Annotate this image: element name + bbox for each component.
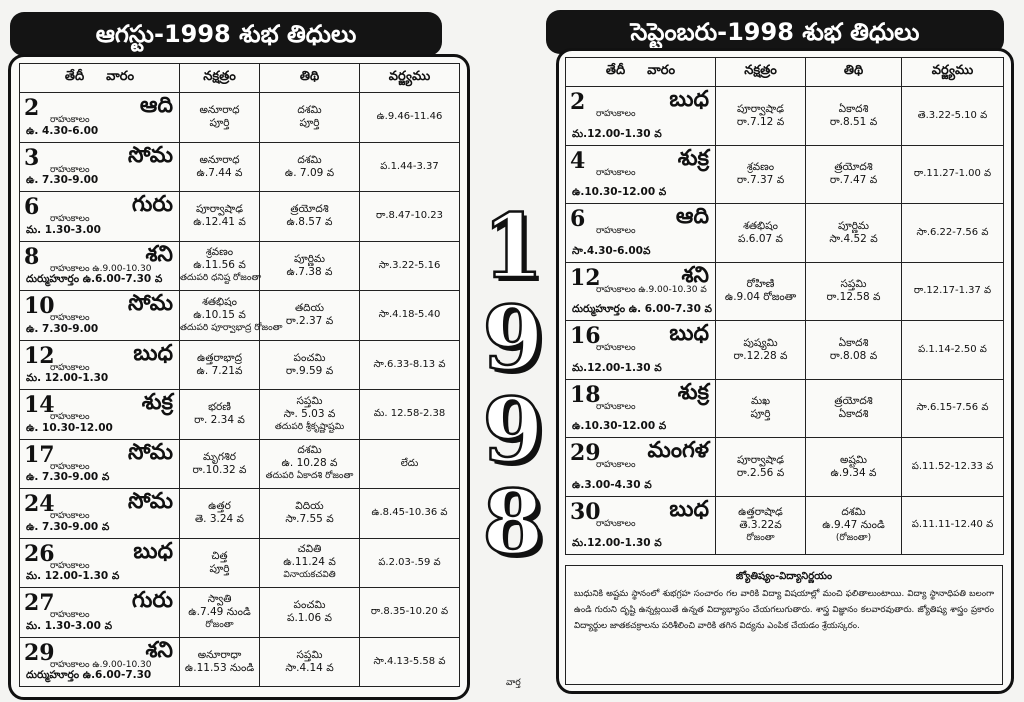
astrology-note: [565, 565, 1003, 685]
nakshatra-cell: [716, 145, 806, 204]
nakshatra-cell: [180, 93, 260, 143]
nakshatra-cell-line: ఉ. 7.21వ: [196, 364, 243, 377]
date-number: 12: [570, 264, 601, 291]
rahukalam-label: రాహుకాలం: [596, 167, 636, 178]
date-number: 26: [24, 540, 55, 567]
date-cell: [566, 262, 716, 321]
nakshatra-cell-line: ఉత్తరాషాఢ: [738, 505, 783, 518]
table-row: [20, 192, 460, 242]
rahukalam-time: దుర్ముహూర్తం ఉ. 6.00-7.30 వ: [572, 303, 713, 315]
weekday-name: ఆది: [139, 93, 173, 118]
weekday-name: శుక్ర: [677, 379, 709, 405]
tithi-cell: [260, 93, 360, 143]
rahukalam-time: మ. 12.00-1.30: [26, 372, 109, 384]
nakshatra-cell-line: తదుపరి పూర్వాభాద్ర రోజంతా: [180, 322, 283, 333]
tithi-cell: [806, 87, 902, 146]
year-1998: [478, 194, 548, 574]
tithi-cell-line: రా.12.58 వ: [826, 291, 881, 304]
nakshatra-cell-line: రా.12.28 వ: [733, 349, 788, 362]
date-cell: [20, 588, 180, 638]
weekday-name: బుధ: [669, 321, 709, 346]
nakshatra-cell-line: మృగశిర: [202, 450, 237, 463]
nakshatra-cell: [716, 496, 806, 555]
nakshatra-cell-line: మఖ: [750, 395, 771, 408]
tithi-cell-line: ఏకాదశి: [838, 408, 869, 421]
tithi-cell: [260, 588, 360, 638]
rahukalam-label: రాహుకాలం: [596, 518, 636, 529]
nakshatra-cell: [180, 588, 260, 638]
weekday-name: శని: [145, 241, 173, 267]
september-header-row: [566, 58, 1004, 87]
date-cell: [566, 321, 716, 380]
date-cell: [20, 192, 180, 242]
nakshatra-cell-line: తె.3.22వ: [739, 518, 782, 531]
varjyam-cell: సా.6.15-7.56 వ: [902, 379, 1004, 438]
tithi-cell-line: విదియ: [295, 500, 324, 513]
table-row: [566, 379, 1004, 438]
weekday-name: గురు: [131, 192, 173, 217]
tithi-cell: [260, 192, 360, 242]
tithi-cell-line: దశమి: [841, 505, 866, 518]
year-digit: 8: [482, 470, 544, 574]
weekday-name: బుధ: [133, 340, 173, 366]
tithi-cell-line: పంచమి: [293, 351, 326, 364]
nakshatra-cell-line: శతభిషం: [202, 295, 237, 308]
table-row: [20, 538, 460, 588]
varjyam-cell: సా.3.22-5.16: [360, 241, 460, 291]
rahukalam-label: రాహుకాలం: [50, 560, 90, 571]
weekday-name: సోమ: [128, 439, 173, 465]
date-cell: [566, 204, 716, 263]
rahukalam-time: మ. 1.30-3.00: [26, 223, 101, 236]
date-cell: [20, 489, 180, 539]
nakshatra-cell-line: అనూరాధా: [197, 648, 242, 661]
date-cell: [20, 637, 180, 687]
rahukalam-time: ఉ.10.30-12.00 వ: [572, 186, 667, 198]
rahukalam-time: మ.12.00-1.30 వ: [572, 537, 662, 549]
date-cell: [20, 538, 180, 588]
header-date-weekday: తేదీ వారం: [566, 58, 716, 87]
tithi-cell-line: ఉ. 7.09 వ: [284, 166, 335, 179]
date-number: 17: [24, 441, 55, 468]
weekday-name: బుధ: [669, 496, 709, 522]
varjyam-cell: రా.11.27-1.00 వ: [902, 145, 1004, 204]
nakshatra-cell-line: ఉత్తరాభాద్ర: [196, 351, 243, 364]
rahukalam-label: రాహుకాలం: [596, 109, 636, 119]
year-digit: 9: [482, 378, 544, 482]
tithi-cell-line: దశమి: [297, 104, 322, 117]
header-date-weekday: తేదీ వారం: [20, 64, 180, 93]
date-cell: [20, 142, 180, 192]
varjyam-cell: మ. 12.58-2.38: [360, 390, 460, 440]
tithi-cell-line: సా. 5.03 వ: [283, 407, 336, 420]
nakshatra-cell-line: ఉ.10.15 వ: [193, 308, 246, 321]
tithi-cell: [260, 390, 360, 440]
table-row: [20, 93, 460, 143]
header-varjyam: వర్జ్యము: [360, 64, 460, 93]
nakshatra-cell-line: తదుపరి ధనిష్ట రోజంతా: [180, 273, 262, 284]
date-cell: [566, 145, 716, 204]
date-cell: [566, 496, 716, 555]
date-cell: [20, 291, 180, 341]
nakshatra-cell: [716, 87, 806, 146]
tithi-cell: [806, 145, 902, 204]
tithi-cell: [806, 321, 902, 380]
tithi-cell-line: (రోజంతా): [835, 532, 872, 543]
date-cell: [20, 340, 180, 390]
nakshatra-cell-line: రోహిణి: [746, 278, 775, 291]
nakshatra-cell-line: భరణి: [208, 401, 231, 414]
varjyam-cell: లేదు: [360, 439, 460, 489]
nakshatra-cell-line: పూర్తి: [750, 408, 771, 421]
september-table: [565, 57, 1004, 555]
rahukalam-label: రాహుకాలం ఉ.9.00-10.30: [50, 659, 152, 670]
tithi-cell-line: వినాయకచవితి: [283, 570, 336, 581]
rahukalam-time: ఉ. 4.30-6.00: [26, 124, 99, 137]
tithi-cell-line: సప్తమి: [840, 278, 867, 291]
date-number: 18: [570, 381, 601, 408]
nakshatra-cell-line: పూర్వాషాఢ: [737, 453, 784, 466]
tithi-cell: [260, 637, 360, 687]
rahukalam-label: రాహుకాలం: [50, 313, 90, 323]
rahukalam-time: మ.12.00-1.30 వ: [572, 127, 662, 140]
table-row: [20, 340, 460, 390]
rahukalam-time: సా.4.30-6.00వ: [572, 244, 651, 257]
nakshatra-cell-line: రా.2.56 వ: [736, 466, 785, 479]
rahukalam-time: దుర్ముహూర్తం ఉ.6.00-7.30 వ: [26, 273, 163, 285]
nakshatra-cell-line: పుష్యమి: [743, 336, 778, 349]
tithi-cell-line: రా.8.08 వ: [829, 349, 878, 362]
header-varjyam: వర్జ్యము: [902, 58, 1004, 87]
august-rows: [20, 93, 460, 687]
tithi-cell-line: రా.8.51 వ: [829, 115, 878, 128]
rahukalam-label: రాహుకాలం: [50, 362, 90, 373]
weekday-name: సోమ: [128, 489, 173, 514]
table-row: [20, 241, 460, 291]
tithi-cell-line: సప్తమి: [296, 394, 323, 407]
nakshatra-cell-line: పూర్వాషాఢ: [196, 203, 243, 216]
nakshatra-cell: [180, 241, 260, 291]
rahukalam-label: రాహుకాలం: [596, 460, 636, 470]
nakshatra-cell-line: ప.6.07 వ: [738, 232, 783, 245]
date-number: 29: [24, 639, 55, 666]
rahukalam-time: మ. 12.00-1.30 వ: [26, 570, 120, 582]
varjyam-cell: తె.3.22-5.10 వ: [902, 87, 1004, 146]
nakshatra-cell: [716, 262, 806, 321]
rahukalam-label: రాహుకాలం ఉ.9.00-10.30: [50, 263, 152, 274]
tithi-cell: [260, 489, 360, 539]
header-nakshatra: నక్షత్రం: [180, 64, 260, 93]
date-number: 24: [24, 491, 55, 517]
table-row: [566, 438, 1004, 497]
nakshatra-cell: [180, 538, 260, 588]
nakshatra-cell: [716, 379, 806, 438]
rahukalam-label: రాహుకాలం: [50, 610, 90, 620]
rahukalam-time: ఉ.10.30-12.00 వ: [572, 420, 667, 432]
nakshatra-cell: [180, 390, 260, 440]
varjyam-cell: ప.11.11-12.40 వ: [902, 496, 1004, 555]
tithi-cell-line: సా.4.14 వ: [285, 661, 334, 674]
nakshatra-cell-line: శ్రవణం: [746, 161, 775, 174]
varjyam-cell: ప.11.52-12.33 వ: [902, 438, 1004, 497]
tithi-cell: [260, 142, 360, 192]
nakshatra-cell-line: రా.7.37 వ: [736, 174, 785, 187]
astrology-note-text: బుధునికి అష్టమ స్థానంలో శుభగ్రహ సంచారం గల వారికి విద్యా విషయాల్లో మంచి ఫలితాలుంటాయి. విద్యా స్థానాధిపతి బలంగా ఉండి గురుని దృష్టి ఉన్నట్లయితే ఉన్నత విద్యాభ్యాసం చేయగలుగుతారు. శాస్త్ర విజ్ఞానం కలవారవుతారు. జ్యోతిష్య శాస్త్రం ప్రకారం విద్యార్థుల జాతకచక్రాలను పరిశీలించి వారికి తగిన విద్యను ఎంపిక చేయడం శ్రేయస్కరం.: [574, 589, 994, 631]
tithi-cell-line: తదుపరి ఏకాదశి రోజంతా: [265, 471, 354, 482]
tithi-cell-line: రా.7.47 వ: [829, 174, 878, 187]
nakshatra-cell-line: ఉత్తర: [208, 500, 231, 513]
rahukalam-time: ఉ.3.00-4.30 వ: [572, 478, 652, 491]
nakshatra-cell-line: రా. 2.34 వ: [194, 414, 245, 427]
tithi-cell-line: త్రయోదశి: [834, 161, 873, 174]
tithi-cell-line: ఉ.11.24 వ: [283, 556, 336, 569]
nakshatra-cell-line: తె. 3.24 వ: [194, 513, 245, 526]
table-row: [20, 390, 460, 440]
rahukalam-time: ఉ. 7.30-9.00 వ: [26, 520, 110, 533]
tithi-cell-line: ఏకాదశి: [838, 102, 869, 115]
tithi-cell-line: ఉ. 10.28 వ: [281, 457, 338, 470]
nakshatra-cell-line: ఉ.7.49 నుండి: [188, 605, 251, 618]
varjyam-cell: ప.2.03-.59 వ: [360, 538, 460, 588]
rahukalam-time: మ.12.00-1.30 వ: [572, 361, 662, 374]
tithi-cell-line: పూర్ణిమ: [837, 219, 870, 232]
weekday-name: శని: [681, 262, 709, 288]
header-tithi: తిథి: [260, 64, 360, 93]
date-number: 29: [570, 440, 601, 466]
rahukalam-label: రాహుకాలం ఉ.9.00-10.30 వ: [596, 284, 707, 295]
date-number: 3: [24, 144, 40, 171]
tithi-cell-line: పూర్ణిమ: [293, 252, 326, 265]
varjyam-cell: రా.8.35-10.20 వ: [360, 588, 460, 638]
tithi-cell: [260, 340, 360, 390]
september-title: సెప్టెంబరు-1998 శుభ తిధులు: [630, 18, 920, 46]
tithi-cell-line: పూర్తి: [299, 117, 320, 130]
tithi-cell-line: పంచమి: [293, 599, 326, 612]
table-row: [20, 291, 460, 341]
varjyam-cell: ఉ.9.46-11.46: [360, 93, 460, 143]
august-panel: [8, 54, 470, 700]
nakshatra-cell-line: ఉ.12.41 వ: [193, 216, 246, 229]
date-number: 16: [570, 323, 601, 349]
nakshatra-cell: [716, 321, 806, 380]
table-row: [566, 204, 1004, 263]
tithi-cell-line: తదియ: [294, 302, 325, 315]
tithi-cell-line: ఉ.7.38 వ: [286, 265, 333, 278]
nakshatra-cell-line: ఉ.9.04 రోజంతా: [724, 291, 797, 304]
tithi-cell: [260, 439, 360, 489]
tithi-cell: [806, 496, 902, 555]
year-digit: 1: [482, 194, 544, 298]
date-cell: [20, 241, 180, 291]
september-rows: [566, 87, 1004, 555]
table-row: [20, 588, 460, 638]
rahukalam-time: ఉ. 10.30-12.00: [26, 421, 113, 434]
weekday-name: సోమ: [128, 291, 173, 316]
varjyam-cell: రా.12.17-1.37 వ: [902, 262, 1004, 321]
nakshatra-cell-line: రా.10.32 వ: [192, 463, 247, 476]
nakshatra-cell-line: చిత్త: [211, 549, 228, 562]
rahukalam-time: ఉ. 7.30-9.00 వ: [26, 471, 110, 483]
rahukalam-label: రాహుకాలం: [50, 511, 90, 521]
table-row: [566, 496, 1004, 555]
rahukalam-label: రాహుకాలం: [50, 164, 90, 175]
rahukalam-label: రాహుకాలం: [50, 412, 90, 422]
date-number: 30: [570, 498, 601, 525]
tithi-cell-line: ఉ.9.34 వ: [830, 466, 877, 479]
date-number: 4: [570, 147, 586, 174]
weekday-name: శుక్ర: [677, 145, 709, 171]
nakshatra-cell-line: శతభిషం: [743, 219, 778, 232]
tithi-cell-line: అష్టమి: [840, 453, 867, 466]
rahukalam-label: రాహుకాలం: [596, 343, 636, 353]
nakshatra-cell: [180, 142, 260, 192]
tithi-cell-line: దశమి: [297, 444, 322, 457]
tithi-cell-line: త్రయోదశి: [290, 203, 329, 216]
date-number: 6: [570, 206, 586, 232]
nakshatra-cell-line: పూర్వాషాఢ: [737, 102, 784, 115]
table-row: [566, 262, 1004, 321]
varjyam-cell: సా.6.22-7.56 వ: [902, 204, 1004, 263]
varjyam-cell: రా.8.47-10.23: [360, 192, 460, 242]
page-footer: వార్త: [506, 678, 521, 688]
weekday-name: బుధ: [669, 87, 709, 112]
weekday-name: శని: [145, 637, 173, 663]
nakshatra-cell: [180, 439, 260, 489]
nakshatra-cell-line: పూర్తి: [209, 117, 230, 130]
weekday-name: బుధ: [133, 538, 173, 564]
tithi-cell-line: రా.9.59 వ: [285, 364, 334, 377]
tithi-cell-line: దశమి: [297, 153, 322, 166]
table-row: [20, 439, 460, 489]
tithi-cell-line: సప్తమి: [296, 648, 323, 661]
varjyam-cell: ప.1.44-3.37: [360, 142, 460, 192]
varjyam-cell: సా.4.18-5.40: [360, 291, 460, 341]
date-number: 12: [24, 342, 55, 369]
nakshatra-cell: [716, 438, 806, 497]
weekday-name: శుక్ర: [141, 390, 173, 415]
nakshatra-cell-line: పూర్తి: [209, 562, 230, 575]
date-cell: [566, 87, 716, 146]
nakshatra-cell-line: శ్రవణం: [205, 246, 234, 259]
varjyam-cell: సా.6.33-8.13 వ: [360, 340, 460, 390]
tithi-cell-line: ప.1.06 వ: [287, 612, 332, 625]
nakshatra-cell-line: అనూరాధ: [199, 153, 240, 166]
tithi-cell-line: ఉ.8.57 వ: [286, 216, 333, 229]
weekday-name: గురు: [131, 588, 173, 613]
nakshatra-cell: [180, 340, 260, 390]
table-row: [20, 489, 460, 539]
table-row: [566, 87, 1004, 146]
rahukalam-time: దుర్ముహూర్తం ఉ.6.00-7.30: [26, 669, 152, 681]
date-number: 2: [570, 89, 586, 115]
august-title: ఆగస్టు-1998 శుభ తిధులు: [95, 20, 357, 48]
nakshatra-cell: [716, 204, 806, 263]
weekday-name: మంగళ: [647, 438, 709, 463]
date-number: 2: [24, 95, 40, 121]
tithi-cell: [260, 241, 360, 291]
august-title-banner: [10, 12, 442, 56]
nakshatra-cell-line: రోజంతా: [205, 619, 234, 630]
header-tithi: తిథి: [806, 58, 902, 87]
tithi-cell-line: ఉ.9.47 నుండి: [822, 518, 885, 531]
tithi-cell-line: సా.4.52 వ: [829, 232, 878, 245]
nakshatra-cell-line: అనూరాధ: [199, 104, 240, 117]
tithi-cell-line: ఏకాదశి: [838, 336, 869, 349]
rahukalam-label: రాహుకాలం: [50, 214, 90, 224]
nakshatra-cell-line: రా.7.12 వ: [736, 115, 785, 128]
rahukalam-time: మ. 1.30-3.00 వ: [26, 619, 113, 632]
rahukalam-label: రాహుకాలం: [596, 226, 636, 236]
date-cell: [20, 390, 180, 440]
tithi-cell-line: చవితి: [297, 543, 322, 556]
varjyam-cell: ఉ.8.45-10.36 వ: [360, 489, 460, 539]
tithi-cell: [806, 379, 902, 438]
nakshatra-cell: [180, 637, 260, 687]
table-row: [566, 321, 1004, 380]
nakshatra-cell: [180, 291, 283, 341]
weekday-name: సోమ: [128, 142, 173, 168]
astrology-note-title: జ్యోతిష్యం-విద్యానిర్ణయం: [735, 571, 833, 582]
rahukalam-label: రాహుకాలం: [50, 115, 90, 125]
rahukalam-time: ఉ. 7.30-9.00: [26, 174, 99, 186]
nakshatra-cell-line: రోజంతా: [746, 532, 775, 543]
nakshatra-cell-line: ఉ.11.53 నుండి: [184, 661, 255, 674]
rahukalam-time: ఉ. 7.30-9.00: [26, 322, 99, 335]
august-table: [19, 63, 460, 687]
nakshatra-cell-line: ఉ.7.44 వ: [196, 166, 243, 179]
september-panel: [556, 48, 1014, 694]
tithi-cell: [806, 262, 902, 321]
tithi-cell-line: సా.7.55 వ: [285, 513, 334, 526]
date-number: 6: [24, 194, 40, 220]
date-number: 8: [24, 243, 40, 270]
weekday-name: ఆది: [675, 204, 709, 229]
table-row: [20, 637, 460, 687]
tithi-cell: [806, 438, 902, 497]
year-digit: 9: [482, 286, 544, 390]
nakshatra-cell: [180, 489, 260, 539]
date-cell: [20, 93, 180, 143]
date-number: 10: [24, 293, 55, 319]
tithi-cell: [806, 204, 902, 263]
table-row: [566, 145, 1004, 204]
table-row: [20, 142, 460, 192]
date-cell: [20, 439, 180, 489]
tithi-cell-line: తదుపరి శ్రీకృష్ణాష్టమి: [274, 421, 345, 432]
date-number: 14: [24, 392, 55, 418]
tithi-cell: [260, 538, 360, 588]
varjyam-cell: ప.1.14-2.50 వ: [902, 321, 1004, 380]
date-number: 27: [24, 590, 55, 616]
rahukalam-label: రాహుకాలం: [596, 401, 636, 412]
august-header-row: [20, 64, 460, 93]
header-nakshatra: నక్షత్రం: [716, 58, 806, 87]
nakshatra-cell: [180, 192, 260, 242]
rahukalam-label: రాహుకాలం: [50, 461, 90, 472]
nakshatra-cell-line: ఉ.11.56 వ: [193, 259, 246, 272]
date-cell: [566, 438, 716, 497]
nakshatra-cell-line: స్వాతి: [207, 592, 232, 605]
varjyam-cell: సా.4.13-5.58 వ: [360, 637, 460, 687]
tithi-cell-line: రా.2.37 వ: [285, 315, 334, 328]
tithi-cell-line: త్రయోదశి: [834, 395, 873, 408]
date-cell: [566, 379, 716, 438]
